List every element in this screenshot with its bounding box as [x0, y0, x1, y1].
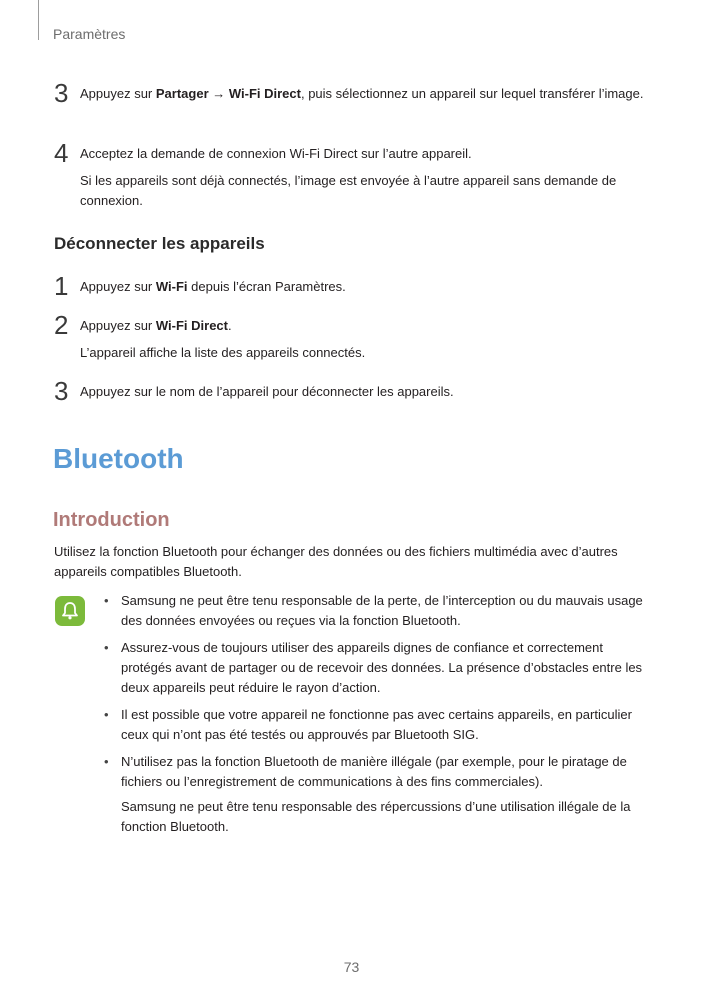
bullet-dot: • [104, 754, 109, 769]
intro-paragraph: Utilisez la fonction Bluetooth pour échanger des données ou des fichiers multimédia avec d’autres appareils compatibles Bluetooth. [54, 544, 618, 579]
list-item: • Assurez-vous de toujours utiliser des appareils dignes de confiance et correctement protégés avant de partager ou de recevoir des données. La présence d’obstacles entre les deux appareils peut réduire le rayon d’action. [104, 640, 643, 695]
bell-icon [55, 596, 85, 626]
page-number: 73 [343, 959, 360, 975]
step-text: Appuyez sur le nom de l’appareil pour déconnecter les appareils. [80, 384, 454, 399]
notes-list [104, 591, 649, 837]
header-section: Paramètres [53, 26, 126, 42]
step-text: Appuyez sur Wi-Fi Direct. [80, 318, 232, 333]
step-number: 4 [54, 138, 69, 168]
step-number: 2 [54, 310, 69, 340]
step-text: Acceptez la demande de connexion Wi-Fi Direct sur l’autre appareil. [80, 146, 472, 161]
section-heading-disconnect: Déconnecter les appareils [54, 234, 265, 253]
page-title: Bluetooth [53, 443, 184, 474]
note-continuation: Samsung ne peut être tenu responsable des répercussions d’une utilisation illégale de la fonction Bluetooth. [121, 799, 631, 834]
list-item: • Samsung ne peut être tenu responsable de la perte, de l’interception ou du mauvais usage des données envoyées ou reçues via la fonction Bluetooth. [104, 593, 643, 628]
disconnect-step-2 [54, 310, 654, 363]
step-4-accept [54, 138, 654, 211]
bullet-dot: • [104, 640, 109, 655]
step-subtext: Si les appareils sont déjà connectés, l’image est envoyée à l’autre appareil sans demande de connexion. [80, 173, 617, 208]
subsection-title: Introduction [53, 509, 170, 531]
disconnect-step-1 [54, 271, 654, 301]
disconnect-step-3 [54, 376, 654, 406]
step-number: 3 [54, 376, 69, 406]
step-3-share [54, 78, 654, 108]
step-text: Appuyez sur Wi-Fi depuis l’écran Paramètres. [80, 279, 346, 294]
list-item: • N’utilisez pas la fonction Bluetooth de manière illégale (par exemple, pour le piratage de fichiers ou l’enregistrement de communications à des fins commerciales). [104, 754, 627, 789]
bullet-dot: • [104, 707, 109, 722]
corner-line [38, 0, 39, 40]
step-subtext: L’appareil affiche la liste des appareils connectés. [80, 345, 366, 360]
bullet-dot: • [104, 593, 109, 608]
step-number: 3 [54, 78, 69, 108]
step-text: Appuyez sur Partager → Wi-Fi Direct, puis sélectionnez un appareil sur lequel transférer l’image. [80, 86, 644, 101]
step-number: 1 [54, 271, 69, 301]
list-item: • Il est possible que votre appareil ne fonctionne pas avec certains appareils, en particulier ceux qui n’ont pas été testés ou approuvés par Bluetooth SIG. [104, 707, 632, 742]
